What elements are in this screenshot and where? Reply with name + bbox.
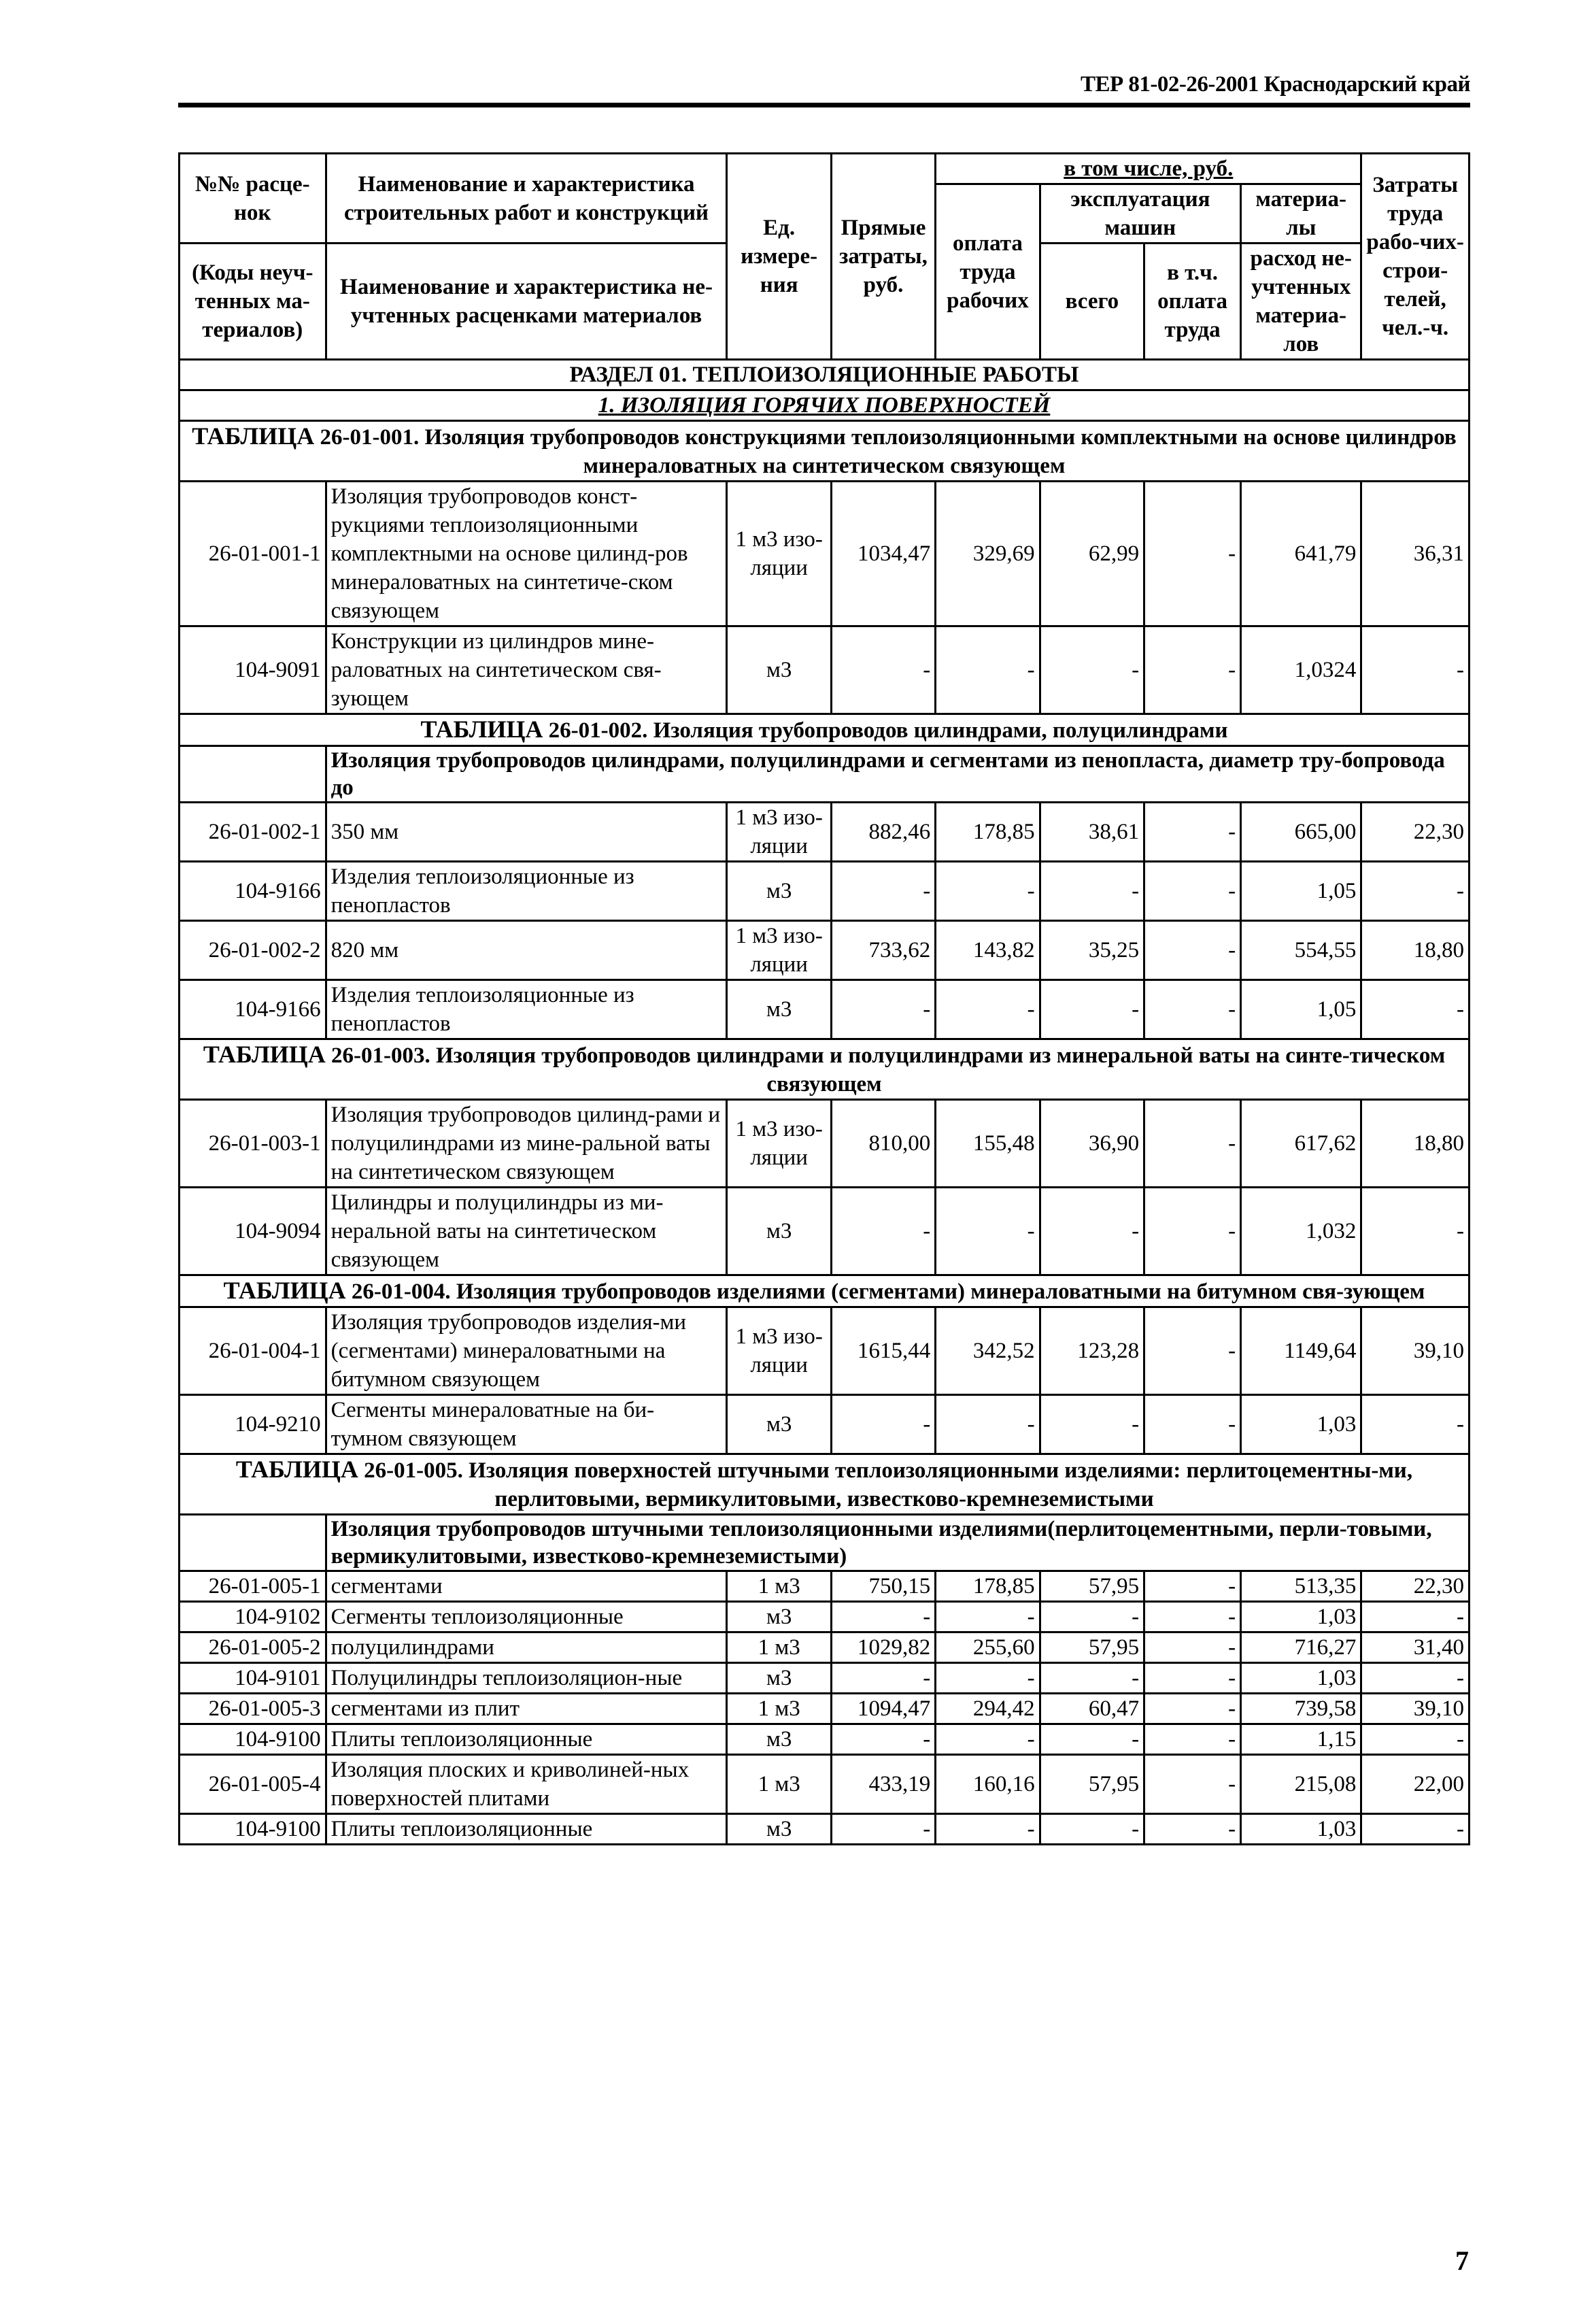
group-row [180,746,1470,803]
direct-cost: - [831,862,935,921]
rate-name: Изоляция трубопроводов цилинд-рами и полуцилиндрами из мине-ральной ваты на синтетическом связующем [326,1100,727,1188]
table-title: 26-01-005. Изоляция поверхностей штучными теплоизоляционными изделиями: перлитоцементны-ми, перлитовыми, вермикулитовыми, известково-кремнеземистыми [364,1458,1413,1511]
material-cost: 617,62 [1241,1100,1361,1188]
table-row [180,1632,1470,1663]
rate-unit: 1 м3 изо-ляции [727,482,831,626]
table-row [180,1188,1470,1275]
group-name: Изоляция трубопроводов цилиндрами, полуцилиндрами и сегментами из пенопласта, диаметр тру-бопровода до [326,746,1469,803]
worker-wage: 155,48 [936,1100,1040,1188]
rate-code: 104-9210 [180,1395,326,1454]
table-heading [180,714,1470,746]
worker-wage: 143,82 [936,921,1040,980]
rate-name: Изоляция трубопроводов изделия-ми (сегментами) минераловатными на битумном связующем [326,1307,727,1395]
col-code-top: №№ расце-нок [180,154,326,244]
col-name-top: Наименование и характеристика строительных работ и конструкций [326,154,727,244]
machine-cost: - [1040,980,1144,1039]
machine-wage: - [1144,1755,1241,1814]
labor-cost: 31,40 [1361,1632,1470,1663]
group-row [180,1515,1470,1571]
direct-cost: - [831,1814,935,1845]
rate-code: 104-9094 [180,1188,326,1275]
machine-cost: 57,95 [1040,1632,1144,1663]
material-cost: 1,03 [1241,1395,1361,1454]
direct-cost: 810,00 [831,1100,935,1188]
machine-cost: 57,95 [1040,1755,1144,1814]
rate-unit: м3 [727,1602,831,1632]
machine-wage: - [1144,1307,1241,1395]
machine-wage: - [1144,482,1241,626]
material-cost: 1,032 [1241,1188,1361,1275]
machine-cost: 123,28 [1040,1307,1144,1395]
labor-cost: 22,30 [1361,1571,1470,1602]
table-heading-row [180,1039,1470,1100]
table-label: ТАБЛИЦА [223,1277,346,1304]
worker-wage: - [936,626,1040,714]
labor-cost: 39,10 [1361,1307,1470,1395]
rate-unit: 1 м3 [727,1755,831,1814]
machine-cost: 38,61 [1040,803,1144,862]
material-cost: 739,58 [1241,1694,1361,1724]
labor-cost: 39,10 [1361,1694,1470,1724]
machine-wage: - [1144,1571,1241,1602]
col-unit: Ед. измере-ния [727,154,831,360]
table-title: 26-01-004. Изоляция трубопроводов изделиями (сегментами) минераловатными на битумном свя-зующем [351,1279,1425,1304]
direct-cost: - [831,626,935,714]
table-row [180,482,1470,626]
machine-cost: 60,47 [1040,1694,1144,1724]
rate-name: 820 мм [326,921,727,980]
rate-unit: 1 м3 изо-ляции [727,1100,831,1188]
rate-code: 104-9166 [180,980,326,1039]
table-heading [180,421,1470,482]
rate-name: Плиты теплоизоляционные [326,1814,727,1845]
machine-wage: - [1144,1100,1241,1188]
machine-cost: 57,95 [1040,1571,1144,1602]
table-row [180,626,1470,714]
worker-wage: 178,85 [936,1571,1040,1602]
col-materials: материа-лы [1241,184,1361,244]
group-code-blank [180,746,326,803]
labor-cost: - [1361,980,1470,1039]
rate-name: Изделия теплоизоляционные из пенопластов [326,862,727,921]
rate-code: 104-9101 [180,1663,326,1694]
direct-cost: - [831,1724,935,1755]
rate-unit: м3 [727,1188,831,1275]
col-labor: Затраты труда рабо-чих-строи-телей, чел.-ч. [1361,154,1470,360]
direct-cost: 882,46 [831,803,935,862]
worker-wage: - [936,1724,1040,1755]
table-heading-row [180,1275,1470,1307]
rate-code: 26-01-005-1 [180,1571,326,1602]
table-row [180,1602,1470,1632]
table-row [180,1663,1470,1694]
col-machines: эксплуатация машин [1040,184,1240,244]
document-header [178,69,1470,107]
machine-cost: - [1040,1188,1144,1275]
machine-wage: - [1144,1632,1241,1663]
rate-code: 26-01-004-1 [180,1307,326,1395]
col-incl: в том числе, руб. [936,154,1361,184]
direct-cost: - [831,1395,935,1454]
labor-cost: 22,30 [1361,803,1470,862]
material-cost: 1,03 [1241,1663,1361,1694]
table-title: 26-01-002. Изоляция трубопроводов цилиндрами, полуцилиндрами [548,718,1228,743]
material-cost: 1,0324 [1241,626,1361,714]
rate-unit: 1 м3 [727,1632,831,1663]
machine-wage: - [1144,862,1241,921]
table-title: 26-01-001. Изоляция трубопроводов конструкциями теплоизоляционными комплектными на основе цилиндров минераловатных на синтетическом связующем [320,425,1457,478]
worker-wage: - [936,1814,1040,1845]
direct-cost: 433,19 [831,1755,935,1814]
rate-unit: 1 м3 изо-ляции [727,803,831,862]
worker-wage: 329,69 [936,482,1040,626]
table-row [180,1814,1470,1845]
worker-wage: 342,52 [936,1307,1040,1395]
table-row [180,1724,1470,1755]
rate-name: Изделия теплоизоляционные из пенопластов [326,980,727,1039]
table-row [180,1307,1470,1395]
direct-cost: 733,62 [831,921,935,980]
rates-table [178,152,1470,1845]
material-cost: 1,15 [1241,1724,1361,1755]
machine-cost: - [1040,1724,1144,1755]
rate-name: Плиты теплоизоляционные [326,1724,727,1755]
rate-code: 26-01-002-2 [180,921,326,980]
machine-wage: - [1144,1724,1241,1755]
rate-name: Полуцилиндры теплоизоляцион-ные [326,1663,727,1694]
rate-code: 26-01-005-3 [180,1694,326,1724]
machine-cost: - [1040,1395,1144,1454]
table-row [180,921,1470,980]
group-name: Изоляция трубопроводов штучными теплоизоляционными изделиями(перлитоцементными, перли-товыми, вермикулитовыми, известково-кремнеземистыми) [326,1515,1469,1571]
rate-unit: м3 [727,1724,831,1755]
direct-cost: - [831,980,935,1039]
table-heading-row [180,421,1470,482]
rate-name: полуцилиндрами [326,1632,727,1663]
material-cost: 665,00 [1241,803,1361,862]
rate-code: 26-01-002-1 [180,803,326,862]
rate-name: сегментами [326,1571,727,1602]
rate-name: Изоляция трубопроводов конст-рукциями теплоизоляционными комплектными на основе цилинд-ров минераловатных на синтетиче-ском связующем [326,482,727,626]
col-direct: Прямые затраты, руб. [831,154,935,360]
rate-code: 26-01-001-1 [180,482,326,626]
labor-cost: - [1361,1663,1470,1694]
material-cost: 716,27 [1241,1632,1361,1663]
rate-code: 104-9102 [180,1602,326,1632]
rate-code: 26-01-005-4 [180,1755,326,1814]
rate-code: 104-9100 [180,1724,326,1755]
material-cost: 1,05 [1241,862,1361,921]
machine-wage: - [1144,1663,1241,1694]
machine-cost: - [1040,626,1144,714]
group-code-blank [180,1515,326,1571]
rate-code: 104-9100 [180,1814,326,1845]
col-name-bottom: Наименование и характеристика не-учтенных расценками материалов [326,244,727,360]
rate-code: 104-9091 [180,626,326,714]
labor-cost: - [1361,1395,1470,1454]
worker-wage: - [936,1188,1040,1275]
rate-code: 26-01-005-2 [180,1632,326,1663]
material-cost: 1,03 [1241,1602,1361,1632]
machine-wage: - [1144,1814,1241,1845]
col-wage: оплата труда рабочих [936,184,1040,360]
table-row [180,1395,1470,1454]
col-mach-total: всего [1040,244,1144,360]
direct-cost: 1034,47 [831,482,935,626]
rate-unit: м3 [727,980,831,1039]
table-heading-row [180,1454,1470,1515]
col-code-bottom: (Коды неуч-тенных ма-териалов) [180,244,326,360]
machine-wage: - [1144,1188,1241,1275]
material-cost: 641,79 [1241,482,1361,626]
rate-unit: м3 [727,626,831,714]
machine-wage: - [1144,1395,1241,1454]
worker-wage: - [936,862,1040,921]
document-title: ТЕР 81-02-26-2001 Краснодарский край [1080,72,1470,97]
worker-wage: 255,60 [936,1632,1040,1663]
material-cost: 1,03 [1241,1814,1361,1845]
machine-cost: 35,25 [1040,921,1144,980]
table-heading-row [180,714,1470,746]
table-row [180,1571,1470,1602]
page-number: 7 [1455,2245,1469,2276]
worker-wage: - [936,980,1040,1039]
table-heading [180,1454,1470,1515]
material-cost: 215,08 [1241,1755,1361,1814]
rate-name: Сегменты теплоизоляционные [326,1602,727,1632]
rate-unit: м3 [727,1395,831,1454]
material-cost: 554,55 [1241,921,1361,980]
rate-unit: м3 [727,1663,831,1694]
machine-cost: - [1040,1663,1144,1694]
rate-unit: м3 [727,1814,831,1845]
machine-wage: - [1144,1694,1241,1724]
direct-cost: 1094,47 [831,1694,935,1724]
table-row [180,1755,1470,1814]
rate-name: Конструкции из цилиндров мине-раловатных на синтетическом свя-зующем [326,626,727,714]
table-title: 26-01-003. Изоляция трубопроводов цилиндрами и полуцилиндрами из минеральной ваты на синте-тическом связующем [331,1043,1446,1096]
table-label: ТАБЛИЦА [235,1456,358,1483]
table-label: ТАБЛИЦА [192,422,315,450]
table-row [180,862,1470,921]
subsection-title: 1. ИЗОЛЯЦИЯ ГОРЯЧИХ ПОВЕРХНОСТЕЙ [180,390,1470,421]
table-row [180,980,1470,1039]
direct-cost: - [831,1602,935,1632]
material-cost: 1149,64 [1241,1307,1361,1395]
labor-cost: - [1361,1814,1470,1845]
labor-cost: - [1361,626,1470,714]
worker-wage: - [936,1663,1040,1694]
machine-wage: - [1144,803,1241,862]
table-heading [180,1275,1470,1307]
col-mach-wage: в т.ч. оплата труда [1144,244,1241,360]
table-heading [180,1039,1470,1100]
rate-code: 26-01-003-1 [180,1100,326,1188]
machine-wage: - [1144,1602,1241,1632]
direct-cost: 1029,82 [831,1632,935,1663]
rate-code: 104-9166 [180,862,326,921]
labor-cost: 22,00 [1361,1755,1470,1814]
machine-cost: 36,90 [1040,1100,1144,1188]
rate-name: Изоляция плоских и криволиней-ных поверхностей плитами [326,1755,727,1814]
labor-cost: 18,80 [1361,921,1470,980]
labor-cost: - [1361,1724,1470,1755]
machine-cost: - [1040,862,1144,921]
labor-cost: 36,31 [1361,482,1470,626]
table-row [180,1100,1470,1188]
labor-cost: - [1361,862,1470,921]
rate-name: Сегменты минераловатные на би-тумном связующем [326,1395,727,1454]
direct-cost: 1615,44 [831,1307,935,1395]
machine-cost: 62,99 [1040,482,1144,626]
labor-cost: - [1361,1188,1470,1275]
rate-unit: 1 м3 [727,1571,831,1602]
rate-unit: м3 [727,862,831,921]
table-row [180,803,1470,862]
rate-name: 350 мм [326,803,727,862]
machine-wage: - [1144,921,1241,980]
rate-name: Цилиндры и полуцилиндры из ми-неральной ваты на синтетическом связующем [326,1188,727,1275]
table-row [180,1694,1470,1724]
labor-cost: - [1361,1602,1470,1632]
rate-unit: 1 м3 изо-ляции [727,1307,831,1395]
table-label: ТАБЛИЦА [420,716,543,743]
worker-wage: 160,16 [936,1755,1040,1814]
machine-cost: - [1040,1602,1144,1632]
material-cost: 1,05 [1241,980,1361,1039]
worker-wage: 178,85 [936,803,1040,862]
machine-wage: - [1144,626,1241,714]
rate-unit: 1 м3 [727,1694,831,1724]
col-mat-unaccounted: расход не-учтенных материа-лов [1241,244,1361,360]
direct-cost: - [831,1663,935,1694]
machine-cost: - [1040,1814,1144,1845]
machine-wage: - [1144,980,1241,1039]
section-title: РАЗДЕЛ 01. ТЕПЛОИЗОЛЯЦИОННЫЕ РАБОТЫ [180,360,1470,390]
table-label: ТАБЛИЦА [203,1041,326,1068]
labor-cost: 18,80 [1361,1100,1470,1188]
direct-cost: 750,15 [831,1571,935,1602]
rate-name: сегментами из плит [326,1694,727,1724]
worker-wage: 294,42 [936,1694,1040,1724]
rate-unit: 1 м3 изо-ляции [727,921,831,980]
material-cost: 513,35 [1241,1571,1361,1602]
worker-wage: - [936,1602,1040,1632]
direct-cost: - [831,1188,935,1275]
worker-wage: - [936,1395,1040,1454]
